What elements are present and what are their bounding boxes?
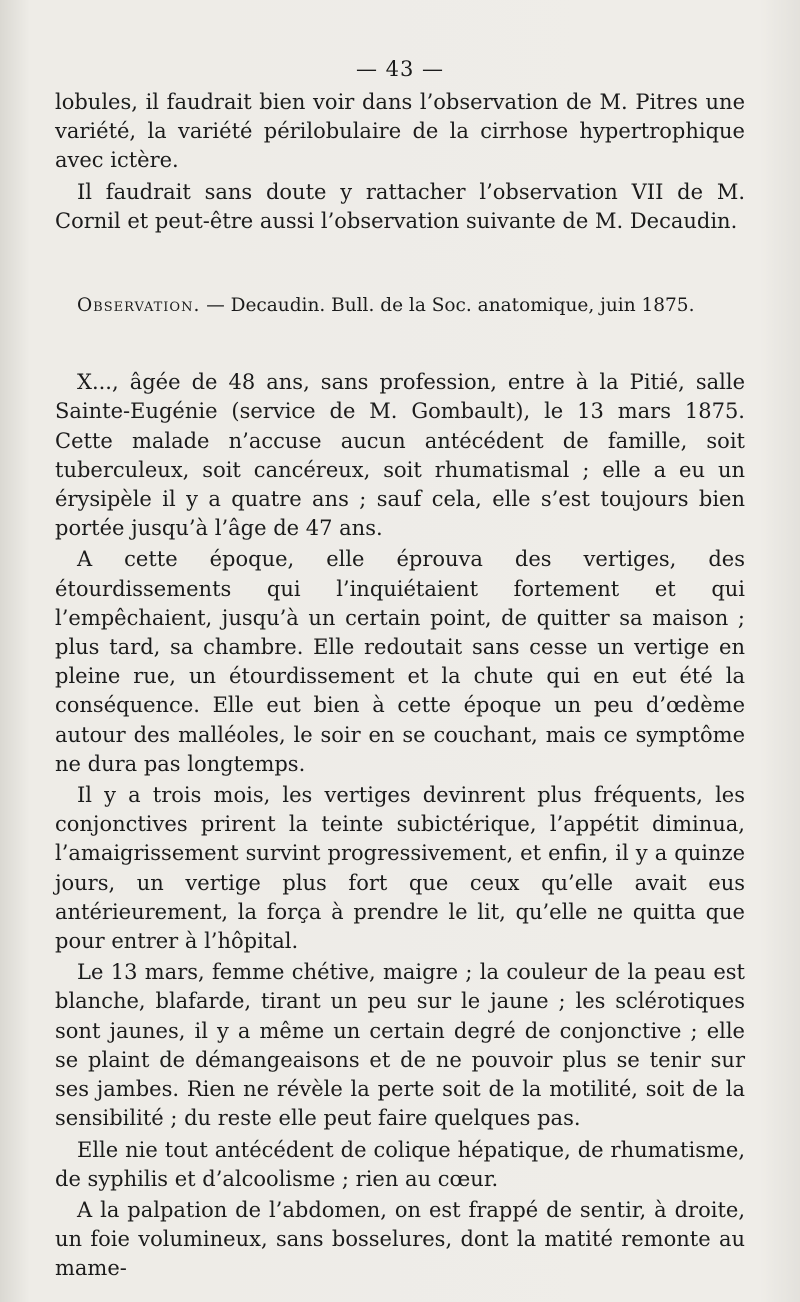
paragraph-5: Il y a trois mois, les vertiges devinrent plus fréquents, les conjonctives prirent la teinte subictérique, l’appétit diminua, l’amaigrissement survint progressivement, et enfin, il y a quinze jours, un vertige plus fort que ceux qu’elle avait eus antérieurement, la força à prendre le lit, qu’elle ne quitta que pour entrer à l’hôpital. xyxy=(55,783,745,954)
paragraph-1: lobules, il faudrait bien voir dans l’observation de M. Pitres une variété, la variété périlobulaire de la cirrhose hypertrophique avec ictère. xyxy=(55,90,745,173)
paragraph-6: Le 13 mars, femme chétive, maigre ; la couleur de la peau est blanche, blafarde, tirant un peu sur le jaune ; les sclérotiques sont jaunes, il y a même un certain degré de conjonctive ; elle se plaint de démangeaisons et de ne pouvoir plus se tenir sur ses jambes. Rien ne révèle la perte soit de la motilité, soit de la sensibilité ; du reste elle peut faire quelques pas. xyxy=(55,960,745,1131)
paragraph-7: Elle nie tout antécédent de colique hépatique, de rhumatisme, de syphilis et d’alcoolisme ; rien au cœur. xyxy=(55,1137,745,1191)
paragraph-2: Il faudrait sans doute y rattacher l’observation VII de M. Cornil et peut-être aussi l’observation suivante de M. Decaudin. xyxy=(55,179,745,233)
observation-source: — Decaudin. Bull. de la Soc. anatomique, juin 1875. xyxy=(200,295,695,317)
observation-heading xyxy=(55,291,745,320)
observation-label: Observation. xyxy=(77,295,201,317)
paragraph-3: X..., âgée de 48 ans, sans profession, entre à la Pitié, salle Sainte-Eugénie (service de M. Gombault), le 13 mars 1875. Cette malade n’accuse aucun antécédent de famille, soit tuberculeux, soit cancéreux, soit rhumatismal ; elle a eu un érysipèle il y a quatre ans ; sauf cela, elle s’est toujours bien portée jusqu’à l’âge de 47 ans. xyxy=(55,370,745,541)
paragraph-8: A la palpation de l’abdomen, on est frappé de sentir, à droite, un foie volumineux, sans bosselures, dont la matité remonte au mame- xyxy=(55,1197,745,1281)
page-body xyxy=(55,88,745,1284)
page-number: — 43 — xyxy=(355,57,445,81)
paragraph-4: A cette époque, elle éprouva des vertiges, des étourdissements qui l’inquiétaient fortement et qui l’empêchaient, jusqu’à un certain point, de quitter sa maison ; plus tard, sa chambre. Elle redoutait sans cesse un vertige en pleine rue, un étourdissement et la chute qui en eut été la conséquence. Elle eut bien à cette époque un peu d’œdème autour des malléoles, le soir en se couchant, mais ce symptôme ne dura pas longtemps. xyxy=(55,547,745,776)
